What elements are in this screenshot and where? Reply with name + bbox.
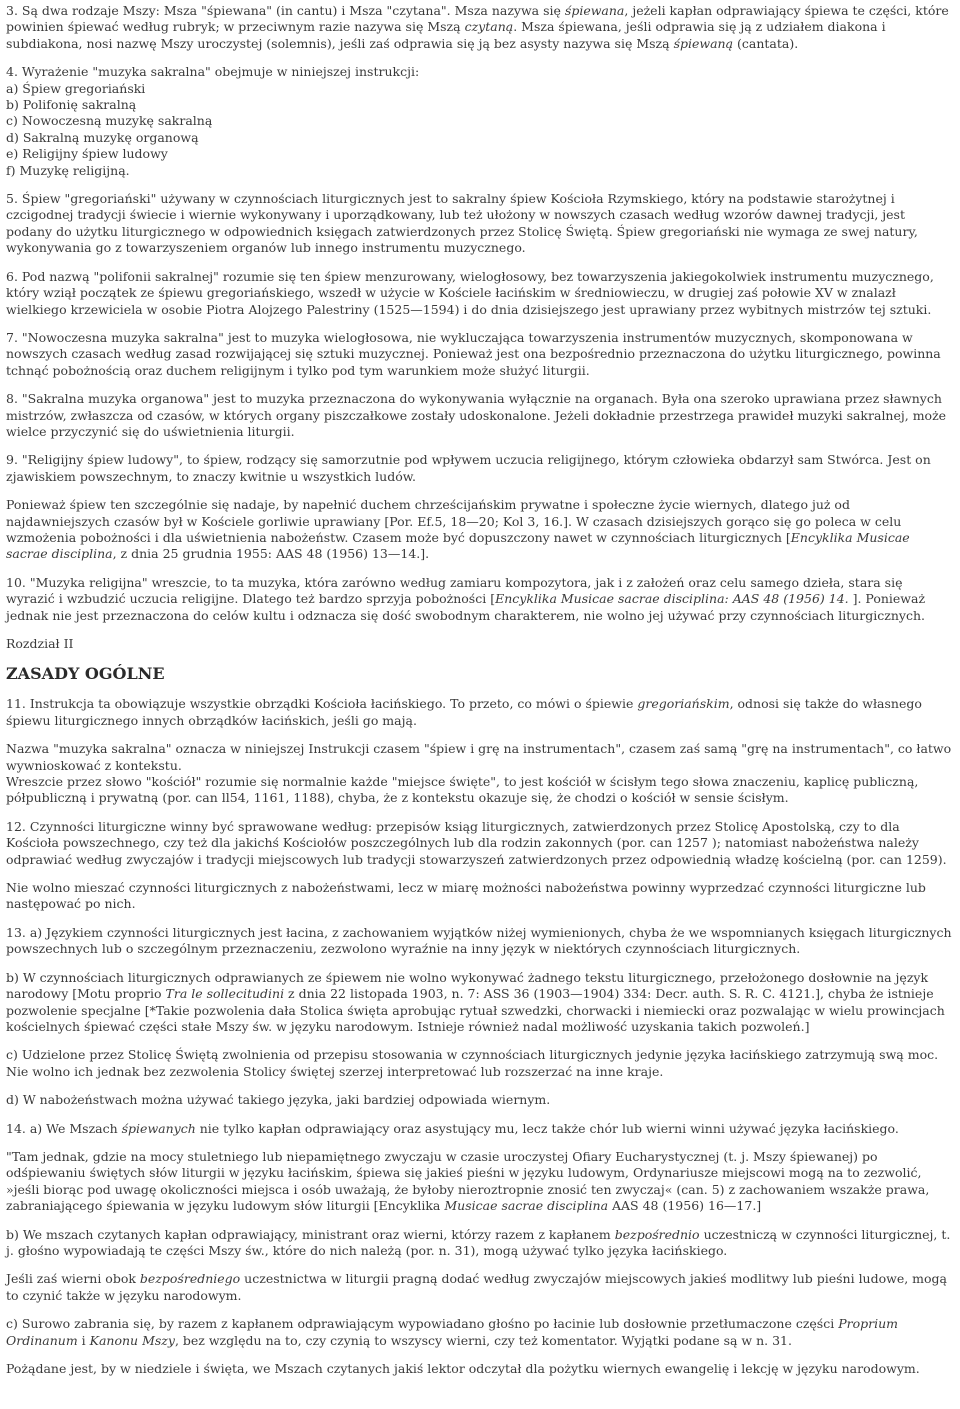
paragraph-14b: [6, 1227, 954, 1260]
text: nie tylko kapłan odprawiający oraz asystujący mu, lecz także chór lub wierni winni używać języka łacińskiego.: [195, 1120, 899, 1136]
text: b) W czynnościach liturgicznych odprawianych ze śpiewem nie wolno wykonywać żadnego tekstu liturgicznego, przełożonego dosłownie na język narodowy [Motu proprio: [6, 969, 929, 1002]
italic-text: czytaną: [464, 19, 514, 35]
paragraph-3: [6, 3, 954, 52]
text: Jeśli zaś wierni obok: [6, 1271, 140, 1287]
section-heading: ZASADY OGÓLNE: [6, 664, 165, 684]
text: c) Surowo zabrania się, by razem z kapłanem odprawiającym wypowiadano głośno po łacinie lub dosłownie przetłumaczone części: [6, 1316, 839, 1332]
text: , odnosi się także do własnego śpiewu liturgicznego innych obrządków łacińskich, jeśli go mają.: [6, 696, 922, 728]
paragraph-4: [6, 64, 954, 179]
italic-text: bezpośredniego: [139, 1271, 241, 1287]
text: , z dnia 25 grudnia 1955: AAS 48 (1956) 13—14.].: [112, 546, 430, 562]
paragraph-13d: d) W nabożeństwach można używać takiego języka, jaki bardziej odpowiada wiernym.: [6, 1092, 551, 1108]
paragraph-11: [6, 696, 954, 729]
text: . Msza śpiewana, jeśli odprawia się ją z udziałem diakona i subdiakona, nosi nazwę Mszy uroczystej (solemnis), jeśli zaś odprawia się ją bez asysty nazywa się Mszą: [6, 19, 886, 51]
text: 14. a) We Mszach: [6, 1120, 122, 1136]
italic-text: bezpośrednio: [614, 1226, 700, 1242]
text: (cantata).: [733, 35, 799, 51]
paragraph-10: [6, 575, 954, 624]
text: z dnia 22 listopada 1903, n. 7: ASS 36 (1903—1904) 334: Decr. auth. S. R. C. 4121.], chyba że istnieje pozwolenie specjalne [*Takie pozwolenia dała Stolica święta aprobując rytuał szwedzki, chorwacki i niemiecki oraz pozwalając w wielu prowincjach kościelnych śpiewać części stałe Mszy św. w języku narodowym. Istnieje również nadal możliwość uzyskania takich pozwoleń.]: [6, 986, 945, 1034]
paragraph-9: 9. "Religijny śpiew ludowy", to śpiew, rodzący się samorzutnie pod wpływem uczucia religijnego, którym człowieka obdarzył sam Stwórca. Jest on zjawiskiem powszechnym, to znaczy kwitnie u wszystkich ludów.: [6, 452, 931, 484]
list-item: a) Śpiew gregoriański: [6, 80, 146, 96]
paragraph-11c: Wreszcie przez słowo "kościół" rozumie się normalnie każde "miejsce święte", to jest kościół w ścisłym tego słowa znaczeniu, kaplicę publiczną, półpubliczną i prywatną (por. can ll54, 1161, 1188), chyba, że z kontekstu okazuje się, że chodzi o kościół w sensie ścisłym.: [6, 774, 919, 806]
text: 3. Są dwa rodzaje Mszy: Msza "śpiewana" (in cantu) i Msza "czytana". Msza nazywa się: [6, 3, 565, 18]
paragraph-13b: [6, 970, 954, 1036]
paragraph-6: 6. Pod nazwą "polifonii sakralnej" rozumie się ten śpiew menzurowany, wielogłosowy, bez towarzyszenia jakiegokolwiek instrumentu muzycznego, który wziął początek ze śpiewu gregoriańskiego, wszedł w użycie w Kościele łacińskim w średniowieczu, w drugiej zaś połowie XV w znalazł wielkiego krzewiciela w osobie Piotra Alojzego Palestriny (1525—1594) i do dnia dzisiejszego jest uprawiany przez wybitnych mistrzów tej sztuki.: [6, 268, 934, 317]
italic-text: Kanonu Mszy: [89, 1332, 175, 1348]
italic-text: Musicae sacrae disciplina: [444, 1198, 609, 1214]
paragraph-11b: Nazwa "muzyka sakralna" oznacza w niniejszej Instrukcji czasem "śpiew i grę na instrumentach", czasem zaś samą "grę na instrumentach", co łatwo wywnioskować z kontekstu.: [6, 741, 952, 773]
paragraph-14-quote: [6, 1149, 954, 1215]
list-item: f) Muzykę religijną.: [6, 162, 130, 178]
paragraph-9b: [6, 497, 954, 563]
italic-text: Encyklika Musicae sacrae disciplina: AAS 48 (1956) 14.: [495, 591, 849, 607]
list-item: b) Polifonię sakralną: [6, 97, 137, 113]
italic-text: śpiewaną: [673, 35, 734, 51]
chapter-label: Rozdział II: [6, 636, 74, 651]
paragraph-12b: Nie wolno mieszać czynności liturgicznych z nabożeństwami, lecz w miarę możności nabożeństwa powinny wyprzedzać czynności liturgiczne lub następować po nich.: [6, 880, 926, 912]
text: AAS 48 (1956) 16—17.]: [608, 1198, 762, 1214]
paragraph-14d: Pożądane jest, by w niedziele i święta, we Mszach czytanych jakiś lektor odczytał dla pożytku wiernych ewangelię i lekcję w języku narodowym.: [6, 1361, 920, 1376]
paragraph-8: 8. "Sakralna muzyka organowa" jest to muzyka przeznaczona do wykonywania wyłącznie na organach. Była ona szeroko uprawiana przez sławnych mistrzów, zwłaszcza od czasów, w których organy piszczałkowe zostały udoskonalone. Jeżeli dokładnie przestrzega prawideł muzyki sakralnej, może wielce przyczynić się do uświetnienia liturgii.: [6, 391, 947, 439]
paragraph-13c: c) Udzielone przez Stolicę Świętą zwolnienia od przepisu stosowania w czynnościach liturgicznych jedynie języka łacińskiego zatrzymują swą moc. Nie wolno ich jednak bez zezwolenia Stolicy świętej szerzej interpretować lub rozszerzać na inne kraje.: [6, 1047, 939, 1079]
list-item: d) Sakralną muzykę organową: [6, 129, 199, 145]
text: 10. "Muzyka religijna" wreszcie, to ta muzyka, która zarówno według zamiaru kompozytora, jak i z założeń oraz celu samego dzieła, stara się wyrazić i wzbudzić uczucia religijne. Dlatego też bardzo sprzyja pobożności [: [6, 574, 903, 607]
list-intro: 4. Wyrażenie "muzyka sakralna" obejmuje w niniejszej instrukcji:: [6, 64, 420, 80]
text: uczestnictwa w liturgii pragną dodać według zwyczajów miejscowych jakieś modlitwy lub pieśni ludowe, mogą to czynić także w języku narodowym.: [6, 1271, 948, 1303]
paragraph-14c: [6, 1316, 954, 1349]
paragraph-7: 7. "Nowoczesna muzyka sakralna" jest to muzyka wielogłosowa, nie wykluczająca towarzyszenia instrumentów muzycznych, skomponowana w nowszych czasach według zasad rozwijającej się sztuki muzycznej. Ponieważ jest ona bezpośrednio przeznaczona do użytku liturgicznego, powinna tchnąć pobożnością oraz duchem religijnym i tylko pod tym warunkiem może służyć liturgii.: [6, 329, 941, 378]
text: "Tam jednak, gdzie na mocy stuletniego lub niepamiętnego zwyczaju w czasie uroczystej Ofiary Eucharystycznej (t. j. Mszy śpiewanej) po odśpiewaniu świętych słów liturgii w języku łacińskim, śpiewa się jakieś pieśni w języku ludowym, Ordynariusze miejscowi mogą na to zezwolić, »jeśli biorąc pod uwagę okoliczności miejsca i osób uważają, że byłoby nieroztropnie znosić ten zwyczaj« (can. 5) z zachowaniem wszakże prawa, zabraniającego śpiewania w języku ludowym słów liturgii [Encyklika: [6, 1148, 930, 1214]
italic-text: śpiewana: [564, 3, 625, 18]
text: uczestniczą w czynności liturgicznej, t. j. głośno wypowiadają te części Mszy św., które do nich należą (por. n. 31), mogą używać tylko języka łacińskiego.: [6, 1226, 951, 1258]
text: , bez względu na to, czy czynią to wszyscy wierni, czy też komentator. Wyjątki podane są w n. 31.: [174, 1332, 792, 1348]
text: i: [77, 1332, 90, 1348]
paragraph-12: 12. Czynności liturgiczne winny być sprawowane według: przepisów ksiąg liturgicznych, zatwierdzonych przez Stolicę Apostolską, czy to dla Kościoła powszechnego, czy też dla jakichś Kościołów poszczególnych lub dla rodzin zakonnych (por. can 1257 ); natomiast nabożeństwa należy odprawiać według zwyczajów i tradycji miejscowych lub tradycji stowarzyszeń zatwierdzonych przez odpowiednią władzę kościelną (por. can 1259).: [6, 818, 947, 867]
italic-text: gregoriańskim: [637, 696, 730, 712]
text: , jeżeli kapłan odprawiający śpiewa te części, które powinien śpiewać według rubryk; w przeciwnym razie nazywa się Mszą: [6, 3, 949, 35]
paragraph-5: 5. Śpiew "gregoriański" używany w czynnościach liturgicznych jest to sakralny śpiew Kościoła Rzymskiego, który na podstawie starożytnej i czcigodnej tradycji świecie i wiernie wykonywany i uporządkowany, lub też ułożony w nowszych czasach według wzorów dawnej tradycji, jest podany do użytku liturgicznego w odpowiednich księgach zatwierdzonych przez Stolicę Świętą. Śpiew gregoriański nie wymaga ze swej natury, wykonywania go z towarzyszeniem organów lub innego instrumentu muzycznego.: [6, 191, 918, 256]
paragraph-13a: 13. a) Językiem czynności liturgicznych jest łacina, z zachowaniem wyjątków niżej wymienionych, chyba że we wspomnianych księgach liturgicznych powszechnych lub o szczególnym przeznaczeniu, zezwolono wyraźnie na inny język w niektórych czynnościach liturgicznych.: [6, 924, 952, 957]
italic-text: Tra le sollecitudini: [165, 986, 285, 1002]
text: ]. Ponieważ jednak nie jest przeznaczona do celów kultu i odznacza się dość swobodnym charakterem, nie wolno jej używać przy czynnościach liturgicznych.: [6, 591, 926, 623]
list-item: c) Nowoczesną muzykę sakralną: [6, 113, 213, 129]
paragraph-14a: [6, 1121, 954, 1137]
text: b) We mszach czytanych kapłan odprawiający, ministrant oraz wierni, którzy razem z kapłanem: [6, 1226, 615, 1242]
text: Ponieważ śpiew ten szczególnie się nadaje, by napełnić duchem chrześcijańskim prywatne i społeczne życie wiernych, dlatego już od najdawniejszych czasów był w Kościele gorliwie uprawiany [Por. Ef.5, 18—20; Kol 3, 16.]. W czasach dzisiejszych gorąco się go poleca w celu wzmożenia pobożności i dla uświetnienia nabożeństw. Czasem może być dopuszczony nawet w czynnościach liturgicznych [: [6, 497, 902, 545]
italic-text: śpiewanych: [121, 1120, 196, 1136]
text: 11. Instrukcja ta obowiązuje wszystkie obrządki Kościoła łacińskiego. To przeto, co mówi o śpiewie: [6, 696, 638, 712]
list-item: e) Religijny śpiew ludowy: [6, 146, 168, 162]
italic-text: Proprium Ordinanum: [6, 1316, 898, 1348]
italic-text: Encyklika Musicae sacrae disciplina: [6, 529, 910, 562]
paragraph-14b2: [6, 1271, 954, 1304]
